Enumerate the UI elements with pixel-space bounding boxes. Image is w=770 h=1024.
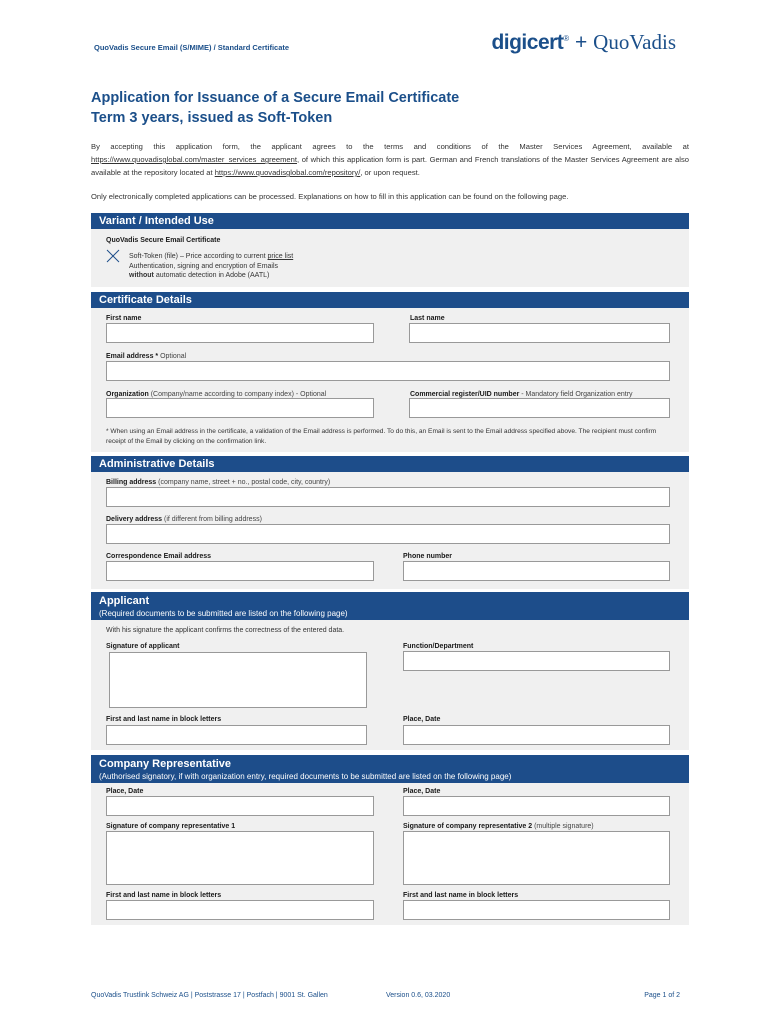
section-heading-company: Company Representative (Authorised signatory, if with organization entry, required documents to be submitted are listed on the following page) <box>91 755 689 783</box>
billing-label: Billing address (company name, street + no., postal code, city, country) <box>106 479 331 486</box>
function-field[interactable] <box>403 651 670 671</box>
delivery-field[interactable] <box>106 524 670 544</box>
msa-link[interactable]: https://www.quovadisglobal.com/master_services_agreement <box>91 155 297 164</box>
product-name: QuoVadis Secure Email Certificate <box>106 237 221 244</box>
register-label: Commercial register/UID number - Mandatory field Organization entry <box>410 391 633 398</box>
first-name-label: First name <box>106 315 142 322</box>
applicant-place-date-field[interactable] <box>403 725 670 745</box>
rep1-signature-field[interactable] <box>106 831 374 885</box>
applicant-signature-label: Signature of applicant <box>106 643 180 650</box>
function-label: Function/Department <box>403 643 474 650</box>
rep2-signature-field[interactable] <box>403 831 670 885</box>
rep1-name-label: First and last name in block letters <box>106 892 222 899</box>
section-heading-certificate: Certificate Details <box>91 292 689 308</box>
email-field[interactable] <box>106 361 670 381</box>
price-list-link[interactable]: price list <box>267 253 294 260</box>
intro-note: Only electronically completed applications can be processed. Explanations on how to fill in this application can be found on the following page. <box>91 192 569 201</box>
last-name-field[interactable] <box>409 323 670 343</box>
rep1-signature-label: Signature of company representative 1 <box>106 823 236 830</box>
logo-quovadis: QuoVadis <box>593 30 676 54</box>
first-name-field[interactable] <box>106 323 374 343</box>
rep2-name-field[interactable] <box>403 900 670 920</box>
logo-digicert: digicert <box>491 31 564 54</box>
applicant-name-label: First and last name in block letters <box>106 716 222 723</box>
document-label: QuoVadis Secure Email (S/MIME) / Standard Certificate <box>94 43 290 52</box>
intro-paragraph: By accepting this application form, the applicant agrees to the terms and conditions of the Master Services Agreement, available at https://www.quovadisglobal.com/master_services_agreement, of which this application form is part. German and French translations of the Master Services Agreement are also available at the repository located at https://www.quovadisglobal.com/repository/, or upon request. <box>91 142 689 177</box>
section-heading-admin: Administrative Details <box>91 456 689 472</box>
footer-page-number: Page 1 of 2 <box>644 992 680 999</box>
variant-option-text: Soft-Token (file) – Price according to current price list Authentication, signing and encryption of Emails without automatic detection in Adobe (AATL) <box>129 253 294 279</box>
register-field[interactable] <box>409 398 670 418</box>
phone-label: Phone number <box>403 553 453 560</box>
applicant-signature-field[interactable] <box>109 652 367 708</box>
applicant-confirmation: With his signature the applicant confirms the correctness of the entered data. <box>106 627 345 634</box>
applicant-name-field[interactable] <box>106 725 367 745</box>
section-heading-variant: Variant / Intended Use <box>91 213 689 229</box>
rep2-name-label: First and last name in block letters <box>403 892 519 899</box>
softtoken-checkbox[interactable] <box>106 249 120 263</box>
page-title <box>91 88 459 128</box>
corr-email-label: Correspondence Email address <box>106 553 212 560</box>
rep1-name-field[interactable] <box>106 900 374 920</box>
footer-version: Version 0.6, 03.2020 <box>386 992 451 999</box>
title-line-2: Term 3 years, issued as Soft-Token <box>91 110 333 126</box>
section-heading-applicant: Applicant (Required documents to be submitted are listed on the following page) <box>91 592 689 620</box>
title-line-1: Application for Issuance of a Secure Email Certificate <box>91 90 460 106</box>
rep1-place-date-field[interactable] <box>106 796 374 816</box>
phone-field[interactable] <box>403 561 670 581</box>
corr-email-field[interactable] <box>106 561 374 581</box>
rep2-place-date-label: Place, Date <box>403 788 441 795</box>
billing-field[interactable] <box>106 487 670 507</box>
email-validation-footnote: * When using an Email address in the certificate, a validation of the Email address is performed. To do this, an Email is sent to the Email address specified above. The recipient must confirm receipt of the Email by clicking on the confirmation link. <box>106 428 657 445</box>
delivery-label: Delivery address (if different from billing address) <box>106 516 262 523</box>
rep2-place-date-field[interactable] <box>403 796 670 816</box>
organization-label: Organization (Company/name according to company index) - Optional <box>106 391 327 398</box>
rep2-signature-label: Signature of company representative 2 (multiple signature) <box>403 823 594 830</box>
footer-address: QuoVadis Trustlink Schweiz AG | Poststrasse 17 | Postfach | 9001 St. Gallen <box>91 992 328 999</box>
digicert-quovadis-logo: digicert® + QuoVadis <box>491 30 676 54</box>
logo-plus: + <box>575 31 588 54</box>
repository-link[interactable]: https://www.quovadisglobal.com/repository/ <box>214 168 361 177</box>
applicant-place-date-label: Place, Date <box>403 716 441 723</box>
email-label: Email address * Optional <box>106 353 187 360</box>
organization-field[interactable] <box>106 398 374 418</box>
rep1-place-date-label: Place, Date <box>106 788 144 795</box>
last-name-label: Last name <box>410 315 445 322</box>
